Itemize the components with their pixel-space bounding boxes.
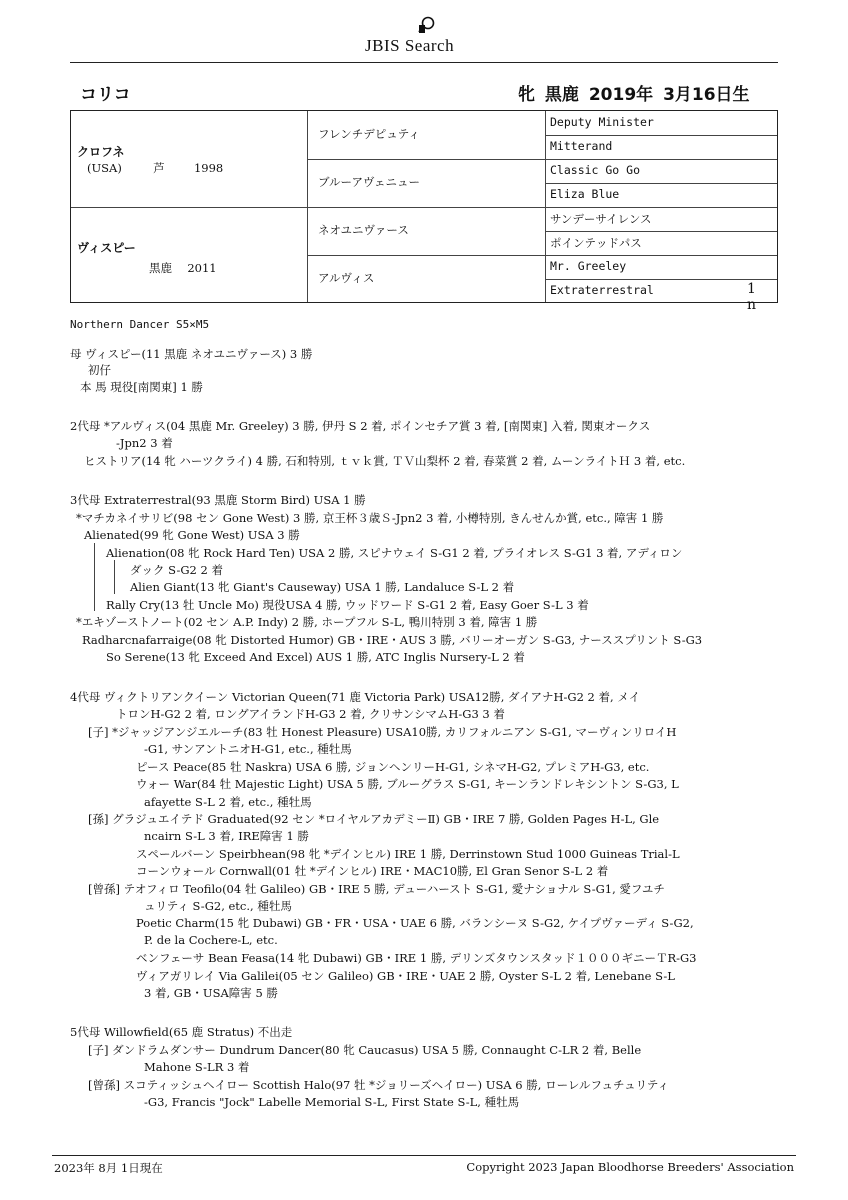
continued-line: -G3, Francis "Jock" Labelle Memorial S-L, First State S-L, 種牡馬 — [144, 1095, 520, 1109]
gen3-name: Deputy Minister — [550, 115, 654, 129]
horse-info: 牝 黒鹿 2019年 3月16日生 — [518, 85, 750, 105]
produce-line: *エキゾーストノート(02 セン A.P. Indy) 2 勝, ホープフル S-L, 鴨川特別 3 着, 障害 1 勝 — [76, 615, 538, 629]
footer-divider — [52, 1155, 796, 1156]
produce-line: Rally Cry(13 牡 Uncle Mo) 現役USA 4 勝, ウッドワード S-G1 2 着, Easy Goer S-L 3 着 — [106, 598, 589, 612]
produce-line: ウォー War(84 牡 Majestic Light) USA 5 勝, ブルーグラス S-G1, キーンランドレキシントン S-G3, L — [136, 777, 679, 791]
sire-year: 1998 — [193, 161, 224, 175]
produce-line: Alienated(99 牝 Gone West) USA 3 勝 — [84, 528, 300, 542]
continued-line: P. de la Cochere-L, etc. — [144, 933, 278, 947]
produce-line: Poetic Charm(15 牝 Dubawi) GB・FR・USA・UAE 6 勝, バランシーヌ S-G2, ケイプヴァーディ S-G2, — [136, 916, 694, 930]
gen3-name: Extraterrestral — [550, 283, 654, 297]
dam-color: 黒鹿 — [149, 261, 172, 275]
continued-line: ュリティ S-G2, etc., 種牡馬 — [144, 899, 292, 913]
gen3-name: サンデーサイレンス — [550, 212, 652, 226]
gen3-name: Mitterand — [550, 139, 613, 153]
gen3-name: Classic Go Go — [550, 163, 641, 177]
sire-cell — [77, 143, 223, 176]
produce-line: ヒストリア(14 牝 ハーツクライ) 4 勝, 石和特別, ｔｖｋ賞, ＴＶ山梨杯 2 着, 春菜賞 2 着, ムーンライトＨ 3 着, etc. — [84, 454, 686, 468]
continued-line: 3 着, GB・USA障害 5 勝 — [144, 986, 278, 1000]
fourth-dam-line: 4代母 ヴィクトリアンクイーン Victorian Queen(71 鹿 Victoria Park) USA12勝, ダイアナH-G2 2 着, メイ — [70, 690, 641, 704]
copyright: Copyright 2023 Japan Bloodhorse Breeders' Association — [466, 1160, 794, 1174]
gen3-name: Eliza Blue — [550, 187, 620, 201]
continued-line: ncairn S-L 3 着, IRE障害 1 勝 — [144, 829, 309, 843]
gen2-name: ブルーアヴェニュー — [318, 175, 421, 189]
tree-line — [94, 543, 95, 611]
gen2-name: アルヴィス — [318, 271, 375, 285]
produce-line: ベンフェーサ Bean Feasa(14 牝 Dubawi) GB・IRE 1 勝, デリンズタウンスタッド１０００ギニーＴR-G3 — [136, 951, 697, 965]
family-number: 1 n — [747, 281, 763, 313]
granddam-line: 2代母 *アルヴィス(04 黒鹿 Mr. Greeley) 3 勝, 伊丹 S 2 着, ポインセチア賞 3 着, [南関東] 入着, 関東オークス — [70, 419, 651, 433]
tree-line — [114, 560, 115, 594]
produce-line: 初仔 — [88, 363, 111, 377]
produce-line: [曾孫] スコティッシュヘイロー Scottish Halo(97 牡 *ジョリーズヘイロー) USA 6 勝, ローレルフュチュリティ — [88, 1078, 669, 1092]
produce-line: コーンウォール Cornwall(01 牡 *デインヒル) IRE・MAC10勝, El Gran Senor S-L 2 着 — [136, 864, 609, 878]
header-divider — [70, 62, 778, 63]
continued-line: afayette S-L 2 着, etc., 種牡馬 — [144, 795, 312, 809]
dam-name: ヴィスピー — [77, 241, 136, 255]
horse-name: コリコ — [80, 85, 131, 105]
dam-year: 2011 — [187, 261, 217, 275]
dam-cell — [77, 239, 217, 276]
produce-line: Alien Giant(13 牝 Giant's Causeway) USA 1 勝, Landaluce S-L 2 着 — [130, 580, 515, 594]
continued-line: トロンH-G2 2 着, ロングアイランドH-G3 2 着, クリサンシマムH-G3 3 着 — [116, 707, 505, 721]
gen2-name: ネオユニヴァース — [318, 223, 409, 237]
produce-line: So Serene(13 牝 Exceed And Excel) AUS 1 勝, ATC Inglis Nursery-L 2 着 — [106, 650, 525, 664]
gen2-name: フレンチデピュティ — [318, 127, 420, 141]
produce-line: [子] *ジャッジアンジエルーチ(83 牡 Honest Pleasure) USA10勝, カリフォルニアン S-G1, マーヴィンリロイH — [88, 725, 677, 739]
continued-line: ダック S-G2 2 着 — [130, 563, 223, 577]
sire-origin: (USA) — [87, 161, 122, 175]
produce-line: [子] ダンドラムダンサー Dundrum Dancer(80 牝 Caucasus) USA 5 勝, Connaught C-LR 2 着, Belle — [88, 1043, 642, 1057]
pedigree-table — [70, 110, 778, 313]
continued-line: -Jpn2 3 着 — [116, 436, 173, 450]
report-date: 2023年 8月 1日現在 — [54, 1161, 163, 1175]
fifth-dam-line: 5代母 Willowfield(65 鹿 Stratus) 不出走 — [70, 1025, 293, 1039]
produce-line: 本 馬 現役[南関東] 1 勝 — [80, 380, 203, 394]
gen3-name: ポインテッドパス — [550, 236, 642, 250]
logo-text: JBIS Search — [365, 36, 455, 55]
continued-line: -G1, サンアントニオH-G1, etc., 種牡馬 — [144, 742, 352, 756]
sire-color: 芦 — [153, 161, 165, 175]
inbreeding-note: Northern Dancer S5×M5 — [70, 318, 210, 331]
third-dam-line: 3代母 Extraterrestral(93 黒鹿 Storm Bird) USA 1 勝 — [70, 493, 366, 507]
produce-line: Radharcnafarraige(08 牝 Distorted Humor) GB・IRE・AUS 3 勝, バリーオーガン S-G3, ナーススプリント S-G3 — [82, 633, 703, 647]
produce-line: [曾孫] テオフィロ Teofilo(04 牡 Galileo) GB・IRE 5 勝, デューハースト S-G1, 愛ナショナル S-G1, 愛フユチ — [88, 882, 665, 896]
produce-line: [孫] グラジュエイテド Graduated(92 セン *ロイヤルアカデミーⅡ) GB・IRE 7 勝, Golden Pages H-L, Gle — [88, 812, 660, 826]
continued-line: Mahone S-LR 3 着 — [144, 1060, 250, 1074]
jbis-logo — [365, 14, 495, 54]
sire-name: クロフネ — [77, 145, 125, 159]
produce-line: スペールバーン Speirbhean(98 牝 *デインヒル) IRE 1 勝, Derrinstown Stud 1000 Guineas Trial-L — [136, 847, 680, 861]
produce-line: ピース Peace(85 牡 Naskra) USA 6 勝, ジョンヘンリーH-G1, シネマH-G2, プレミアH-G3, etc. — [136, 760, 650, 774]
produce-line: Alienation(08 牝 Rock Hard Ten) USA 2 勝, スピナウェイ S-G1 2 着, プライオレス S-G1 3 着, アディロン — [106, 546, 683, 560]
dam-line: 母 ヴィスピー(11 黒鹿 ネオユニヴァース) 3 勝 — [70, 347, 313, 361]
gen3-name: Mr. Greeley — [550, 259, 627, 273]
produce-line: *マチカネイサリビ(98 セン Gone West) 3 勝, 京王杯３歳Ｓ-Jpn2 3 着, 小樽特別, きんせんか賞, etc., 障害 1 勝 — [76, 511, 664, 525]
produce-line: ヴィアガリレイ Via Galilei(05 セン Galileo) GB・IRE・UAE 2 勝, Oyster S-L 2 着, Lenebane S-L — [136, 969, 675, 983]
magnifier-horse-icon — [415, 16, 437, 34]
